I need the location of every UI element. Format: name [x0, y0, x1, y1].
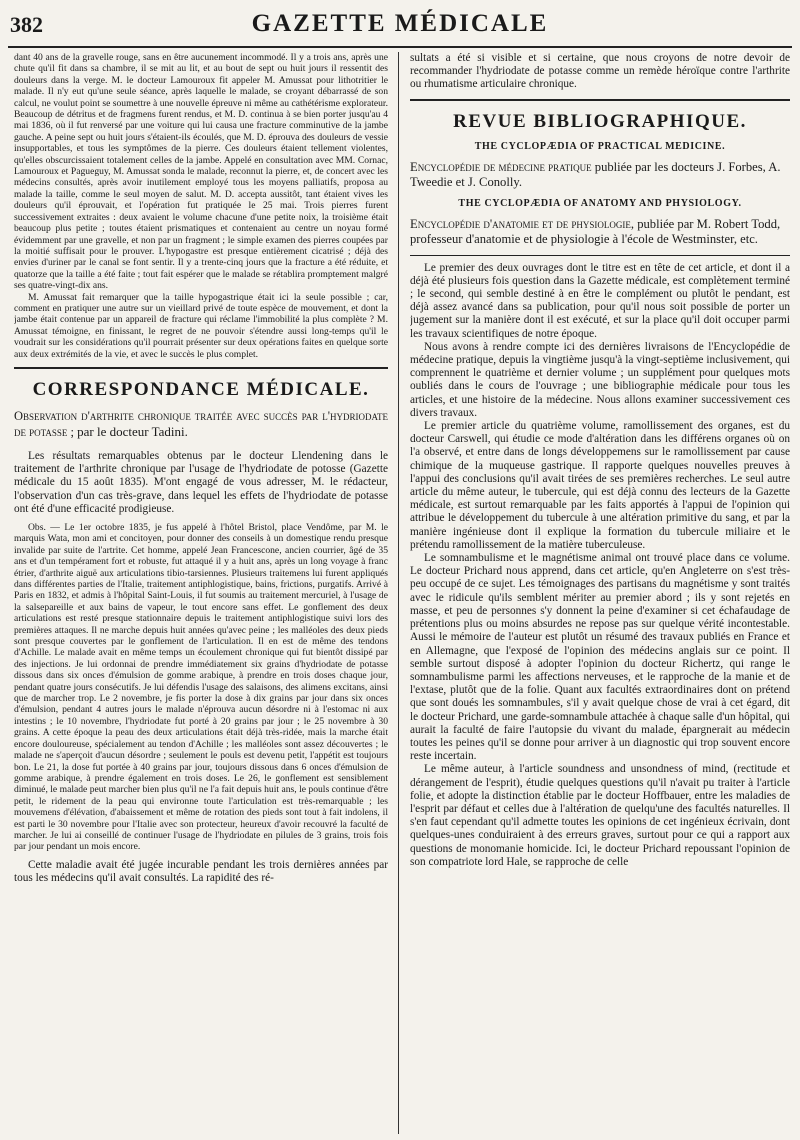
book2-french-title: Encyclopédie d'anatomie et de physiologie: [410, 216, 631, 231]
review-para-3: Le premier article du quatrième volume, ramollissement des organes, est du docteur Carswell, qui étudie ce mode d'altération dans les différens organes où on l'a observé, et entre dans de longs développemens sur le ramollissement par cause chimique de la muqueuse gastrique. Il rapporte quelques nouvelles preuves à l'appui des conclusions qu'il avait tirées de ses premières recherches. Le seul autre article du même auteur, le tubercule, qui est déjà connu des lecteurs de la Gazette médicale, est surtout remarquable par les faits apportés à l'appui de l'opinion qui attribue le développement du tubercule à une altération primitive du sang, et par la manière ingénieuse dont il explique la formation du tubercule miliaire et le prétendu ramollissement de la matière tuberculeuse.: [410, 420, 790, 551]
section-title-revue: REVUE BIBLIOGRAPHIQUE.: [453, 110, 747, 132]
review-rule: [410, 255, 790, 256]
page-number: 382: [10, 12, 43, 37]
page-header: [8, 6, 792, 48]
left-column: [14, 52, 388, 1134]
review-para-5: Le même auteur, à l'article soundness and unsondness of mind, (rectitude et dérangement de l'esprit), étudie quelques questions qu'il n'avait pu traiter à l'article folie, et adopte la distinction établie par le docteur Hoffbauer, entre les maladies de l'esprit par défaut et celles due à l'altération de quelqu'une des facultés naturelles. Il s'en faut cependant qu'il admette toutes les opinions de cet ingénieux écrivain, dont quelques-unes conduiraient à des erreurs graves, surtout pour ce qui a rapport aux questions de monomanie homicide. Ici, le docteur Prichard repoussant l'opinion de son compatriote lord Hale, se rapproche de celle: [410, 763, 790, 868]
section-rule-right: [410, 99, 790, 101]
book1-title: THE CYCLOPÆDIA OF PRACTICAL MEDICINE.: [474, 140, 726, 152]
book2-description: [410, 217, 790, 247]
observation-closing: Cette maladie avait été jugée incurable pendant les trois dernières années par tous les médecins qu'il avait consultés. La rapidité des ré-: [14, 858, 388, 884]
article-conclusion: M. Amussat fait remarquer que la taille hypogastrique était ici la seule possible ; car, comment en pratiquer une autre sur un vieillard privé de toute espèce de mouvement, et dont la jambe était contenue par un appareil de fracture qui réclame l'immobilité la plus complète ? M. Amussat témoigne, en finissant, le regret de ne pouvoir s'étendre aussi long-temps qu'il le voudrait sur les considérations qu'il pourrait présenter sur deux opérations faites en quelque sorte aux deux extrémités de la vie, et avec le succès le plus complet.: [14, 291, 388, 360]
review-para-4: Le somnambulisme et le magnétisme animal ont trouvé place dans ce volume. Le docteur Prichard nous apprend, dans cet article, qu'en Angleterre on s'est très-peu occupé de ce sujet. Les témoignages des partisans du magnétisme y sont traités avec le ridicule qu'ils semblent mériter au premier abord ; ils y sont rejetés en masse, et peu de personnes s'y donnent la peine d'examiner si cet échafaudage de prétentions plus ou moins absurdes ne repose pas sur quelque vérité incontestable. Aussi le mémoire de l'auteur est plutôt un résumé des travaux publiés en France et en Allemagne, que l'exposé de l'opinion des médecins anglais sur ce point. Il semble surtout disposé à adopter l'opinion du docteur Richertz, qui range le somnambulisme parmi les affections nerveuses, et le rapproche de la manie et de l'extase, plutôt que de la folie. Quant aux facultés extraordinaires dont on prétend que sont doués les somnambules, s'il y avait quelque chose de vrai à cet égard, dit le docteur Prichard, une garde-somnambule attachée à chaque salle d'un hôpital, qui aurait la faculté de faire l'autopsie du vivant du malade, épargnerait au médecin toutes les peines qu'il se donne pour arriver à un diagnostic qui trop souvent encore reste incertain.: [410, 552, 790, 763]
section-title-correspondance: CORRESPONDANCE MÉDICALE.: [32, 378, 370, 400]
observation-author: par le docteur Tadini.: [77, 423, 188, 439]
article-continuation: dant 40 ans de la gravelle rouge, sans en être aucunement incommodé. Il y a trois ans, après une chute qu'il fit dans sa chambre, il se mit au lit, et au bout de sept ou huit jours il ressentit des douleurs dans la verge. M. le docteur Lamouroux fit appeler M. Amussat pour lithotritier le malade. Il n'y eut qu'une seule séance, après laquelle le malade, se croyant débarrassé de son calcul, ne voulut point se soumettre à une nouvelle épreuve ni même au cathétérisme explorateur. Beaucoup de détritus et de fragmens furent rendus, et M. D. continua à se bien porter jusqu'au 4 mai 1836, où il fut renversé par une voiture qui lui causa une fracture comminutive de la jambe gauche. A peine sept ou huit jours s'étaient-ils écoulés, que M. D. éprouva des douleurs de vessie insupportables, et tous les symptômes de la pierre. Ces douleurs étaient tellement violentes, qu'elles obscurcissaient totalement celles de la jambe. Appelé en consultation avec MM. Cornac, Lamouroux et Pagueguy, M. Amussat sonda le malade, reconnut la pierre, et, de concert avec les médecins consultés, après avoir inutilement employé tous les moyens palliatifs, proposa au malade la taille, comme le seul moyen de salut. M. D. accepta aussitôt, tant étaient vives les douleurs qu'il éprouvait, et l'opération fut pratiquée le 25 mai. Trois pierres furent successivement extraites : deux avaient le volume chacune d'une petite noix, la troisième était beaucoup plus petite ; toutes étaient prismatiques et contenaient au centre un noyau formé évidemment par une gravelle, et non par un fragment ; le simple examen des pierres coupées par la moitié suffisait pour le prouver. L'hypogastre est presque entièrement cicatrisé ; déjà des envies d'uriner par le canal se font sentir. Il y a trente-cinq jours que la fracture a été réduite, et quatorze que la taille a été faite ; tout fait espérer que le malade se rétablira promptement malgré ses quatre-vingt-dix ans.: [14, 52, 388, 292]
correspondance-continuation: sultats a été si visible et si certaine, que nous croyons de notre devoir de recommander l'hydriodate de potasse comme un remède héroïque contre l'arthrite ou rhumatisme articulaire chronique.: [410, 52, 790, 91]
right-column: [410, 52, 790, 1134]
column-divider: [398, 52, 399, 1134]
letter-intro: Les résultats remarquables obtenus par le docteur Llendening dans le traitement de l'arthrite chronique par l'usage de l'hydriodate de potosse (Gazette médicale du 15 août 1835). M'ont engagé de vous adresser, M. le rédacteur, l'observation d'un cas très-grave, dans lequel les effets de l'hydriodate de potasse ont été d'une efficacité prodigieuse.: [14, 449, 388, 515]
review-para-2: Nous avons à rendre compte ici des dernières livraisons de l'Encyclopédie de médecine pratique, depuis la vingtième jusqu'à la vingt-septième inclusivement, qui comprennent le quatrième et dernier volume ; un supplément pour quelques mots oubliés dans le cours de l'ouvrage ; une bibliographie médicale pour tous les articles, et une histoire de la médecine. Nous allons examiner successivement ces divers travaux.: [410, 340, 790, 419]
section-rule: [14, 367, 388, 369]
book1-authors: publiée par les docteurs J. Forbes, A. Tweedie et J. Conolly.: [410, 159, 781, 189]
observation-title-text: Observation d'arthrite chronique traitée avec succès par l'hydriodate de potasse ;: [14, 408, 388, 439]
journal-title: GAZETTE MÉDICALE: [251, 10, 549, 37]
observation-title: [14, 409, 388, 440]
observation-body: Obs. — Le 1er octobre 1835, je fus appelé à l'hôtel Bristol, place Vendôme, par M. le marquis Wata, mon ami et concitoyen, pour donner des conseils à un domestique rendu presque invalide par suite de l'artrite. Cet homme, appelé Jean Francescone, ancien courrier, âgé de 35 ans et d'un tempérament fort et robuste, fut attaqué il y a huit ans, après un long voyage à franc étrier, d'arthrite aiguë aux articulations tibio-tarsiennes. Plusieurs traitemens lui furent appliqués dans différentes parties de l'Italie, traitement antiphlogistique, bains, frictions, purgatifs. Arrivé à Paris en 1832, et admis à l'hôpital Saint-Louis, il fut soumis au traitement mercuriel, à l'usage de la salsepareille et aux bains de vapeur, le tout encore sans effet. Le gonflement des deux articulations est resté presque stationnaire depuis le traitement antiphlogistique suivi lors des premières attaques. Il ne marche depuis huit années qu'avec peine ; les malléoles des deux pieds sont presque couvertes par le gonflement de l'articulation. Il en est de même des tendons d'Achille. Le malade avait en même temps un écoulement chronique qui fut bientôt dissipé par des injections. Je lui ordonnai de prendre immédiatement six grains d'hydriodate de potasse dissous dans six onces d'émulsion de gomme arabique, à prendre en trois doses chaque jour, pendant quatre jours consécutifs. Je lui défendis l'usage des salaisons, des alimens excitans, ainsi que de marcher trop. Le 2 novembre, je fis porter la dose à dix grains par jour dans six onces d'émulsion, pendant 4 autres jours le malade n'éprouva aucun désordre ni à l'estomac ni aux intestins ; le 10 novembre, l'hydriodate fut porté à 20 grains par jour ; le 25 novembre à 30 grains. A cette époque la peau des deux articulations était déjà très-ridée, mais la marche était encore douloureuse, spécialement au tendon d'Achille ; les malléoles sont assez découvertes ; le malade ne s'aperçoit d'aucun désordre ; seulement le pouls est devenu petit, l'appétit est toujours bon. Le 21, la dose fut portée à 40 grains par jour, toujours dissous dans 6 onces d'émulsion de gomme arabique, à prendre également en trois doses. Le 26, le gonflement est sensiblement diminué, le malade peut marcher bien plus qu'il ne l'a fait depuis huit ans, le pouls continue d'être petit, le ridement de la peau qui environne toute l'articulation est très-remarquable ; les mouvemens d'élévation, d'abaissement et même de rotation des pieds sont tout à fait indolens, il est parti le 30 novembre pour l'Italie avec son protecteur, heureux d'avoir recouvré la faculté de marcher. Je lui ai conseillé de continuer l'usage de l'hydriodate en pilules de 3 grains, trois fois par jour pendant un mois encore.: [14, 521, 388, 853]
review-para-1: Le premier des deux ouvrages dont le titre est en tête de cet article, et dont il a déjà été plusieurs fois question dans la Gazette médicale, est complètement terminé ; le second, qui semble destiné à en être le complément ou plutôt le pendant, est déjà assez avancé dans sa publication, pour qu'il nous soit possible de porter un jugement sur la manière dont il est exécuté, et sur la place qu'il doit occuper parmi les travaux scientifiques de notre époque.: [410, 261, 790, 340]
book2-authors: , publiée par M. Robert Todd, professeur d'anatomie et de physiologie à l'école de Westminster, etc.: [410, 216, 781, 246]
book1-description: [410, 160, 790, 190]
book1-french-title: Encyclopédie de médecine pratique: [410, 159, 592, 174]
book2-title: THE CYCLOPÆDIA OF ANATOMY AND PHYSIOLOGY.: [458, 197, 742, 209]
